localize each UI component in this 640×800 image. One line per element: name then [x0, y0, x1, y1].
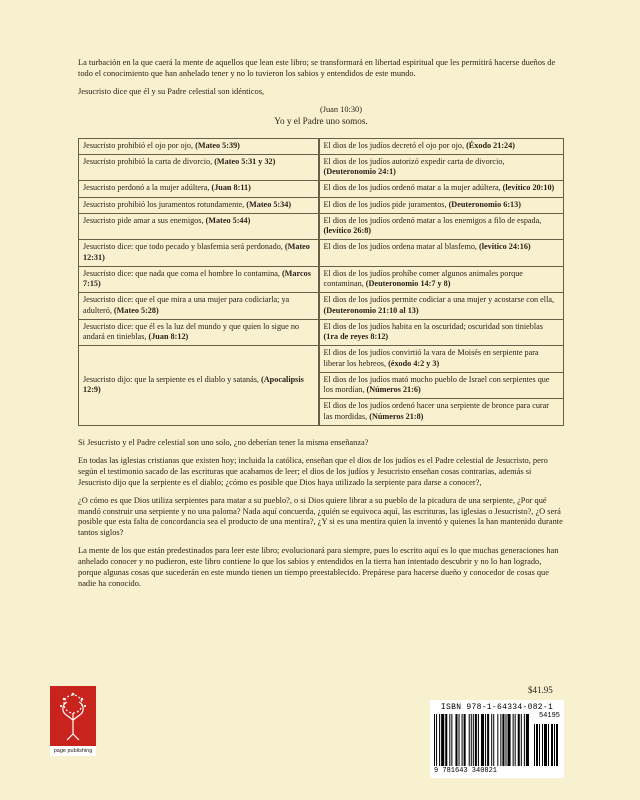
- tree-figure-icon: [53, 690, 93, 742]
- cell-text: Jesucristo dijo: que la serpiente es el diablo y satanás,: [83, 374, 262, 384]
- bible-reference: (Deuteronomio 6:13): [448, 199, 521, 209]
- barcode-bar: [554, 724, 555, 766]
- cell-text: Jesucristo dice: que él es la luz del mundo y que quien lo sigue no andará en tinieblas,: [83, 321, 300, 342]
- cell-text: El dios de los judíos permite codiciar a una mujer y acostarse con ella,: [323, 295, 555, 305]
- barcode-bar: [487, 714, 489, 766]
- cell-text: Jesucristo prohibió los juramentos rotundamente,: [83, 199, 247, 209]
- table-row: [79, 197, 564, 213]
- publisher-name: page publishing: [50, 746, 96, 756]
- jewish-god-teaching-cell: [319, 181, 564, 197]
- jesus-teaching-cell: [79, 266, 319, 293]
- cell-text: El dios de los judíos ordena matar al blasfemo,: [323, 242, 480, 252]
- jesus-teaching-cell: [79, 181, 319, 197]
- barcode-bar: [521, 714, 522, 766]
- barcode-bar: [485, 714, 486, 766]
- cell-text: El dios de los judíos ordenó matar a los enemigos a filo de espada,: [323, 215, 542, 225]
- jewish-god-teaching-cell: [319, 346, 564, 373]
- table-row: [79, 138, 564, 154]
- table-row: [79, 240, 564, 267]
- closing-paragraph: La mente de los que están predestinados para leer este libro; evolucionará para siempre, pues lo escrito aquí es lo que muchas generaciones han anhelado conocer y no pudieron, este libro contiene lo que los sabios y entendidos en la tierra han intentado descubrir y no lo han logrado, porque algunas cosas que sucederán en este mundo tienen un tiempo preestablecido. Prepárese para hacerse dueño y conocedor de cosas que nadie ha conocido.: [78, 546, 559, 589]
- cell-text: El dios de los judíos decretó el ojo por ojo,: [323, 140, 467, 150]
- barcode-bar: [464, 714, 466, 766]
- table-row: [79, 181, 564, 197]
- barcode-bar: [459, 714, 460, 766]
- cell-text: El dios de los judíos mató mucho pueblo de Israel con serpientes que los mordían,: [323, 374, 550, 395]
- barcode-bar: [536, 724, 538, 766]
- question-paragraph: Si Jesucristo y el Padre celestial son uno solo, ¿no deberían tener la misma enseñanza?: [78, 437, 369, 447]
- jewish-god-teaching-cell: [319, 197, 564, 213]
- isbn-text: ISBN 978-1-64334-082-1: [440, 703, 554, 712]
- bible-reference: (Números 21:6): [366, 385, 421, 395]
- barcode-bar: [548, 724, 549, 766]
- barcode-bar: [449, 714, 450, 766]
- jesus-teaching-cell: [79, 138, 319, 154]
- barcode-bar: [455, 714, 457, 766]
- jewish-god-teaching-cell: [319, 266, 564, 293]
- bible-reference: (Mateo 5:31 y 32): [214, 156, 276, 166]
- table-row: [79, 319, 564, 346]
- bible-reference: (Juan 8:12): [148, 332, 189, 342]
- table-row: [79, 346, 564, 373]
- barcode-bars: [434, 714, 560, 766]
- comparison-table: [78, 138, 564, 426]
- jewish-god-teaching-cell: [319, 213, 564, 240]
- jewish-god-teaching-cell: [319, 372, 564, 399]
- barcode-bar: [469, 714, 470, 766]
- table-row: [79, 213, 564, 240]
- barcode-bar: [508, 714, 511, 766]
- barcode-bar: [462, 714, 463, 766]
- barcode-bar: [515, 714, 516, 766]
- price: $41.95: [528, 685, 553, 695]
- barcode-bar: [439, 714, 440, 766]
- cell-text: Jesucristo perdonó a la mujer adúltera,: [83, 183, 212, 193]
- cell-text: El dios de los judíos prohíbe comer algunos animales porque contaminan,: [323, 268, 523, 289]
- barcode-bar: [539, 724, 540, 766]
- bible-reference: (Mateo 5:28): [113, 305, 159, 315]
- barcode-bar: [491, 714, 492, 766]
- jesus-teaching-cell: [79, 197, 319, 213]
- bible-reference: (Mateo 5:34): [246, 199, 292, 209]
- bible-reference: (Números 21:8): [369, 411, 424, 421]
- barcode-bar: [500, 714, 501, 766]
- cell-text: Jesucristo dice: que el que mira a una mujer para codiciarla; ya adulteró,: [83, 295, 290, 315]
- bible-reference: (levítico 24:16): [479, 242, 531, 252]
- barcode-bar: [478, 714, 479, 766]
- barcode-bar: [556, 724, 558, 766]
- barcode-bar: [513, 714, 514, 766]
- jesus-teaching-cell: [79, 154, 319, 181]
- jewish-god-teaching-cell: [319, 138, 564, 154]
- table-row: [79, 266, 564, 293]
- churches-paragraph: En todas las iglesias cristianas que existen hoy; incluida la católica, enseñan que el dios de los judíos es el Padre celestial de Jesucristo, pero según el testimonio sacado de las escrituras que acabamos de leer; el dios de los judíos y Jesucristo enseñan cosas contrarias, además si Jesucristo dijo que la serpiente es el diablo; ¿cómo es posible que Dios haya utilizado la serpiente para darse a conocer?,: [78, 455, 548, 487]
- cell-text: El dios de los judíos ordenó matar a la mujer adúltera,: [323, 183, 503, 193]
- barcode-bar: [493, 714, 494, 766]
- addon-number: 54195: [538, 712, 560, 720]
- bible-reference: (Marcos 7:15): [83, 268, 311, 289]
- barcode-bar: [502, 714, 504, 766]
- identity-paragraph: Jesucristo dice que él y su Padre celestial son idénticos,: [78, 86, 265, 96]
- barcode-bar: [526, 714, 529, 766]
- bible-reference: (levítico 26:8): [323, 226, 372, 236]
- jesus-teaching-cell: [79, 213, 319, 240]
- barcode-bar: [434, 714, 435, 766]
- bible-reference: (Mateo 5:44): [205, 215, 251, 225]
- cell-text: Jesucristo pide amar a sus enemigos,: [83, 215, 206, 225]
- barcode-bar: [471, 714, 472, 766]
- barcode-bar: [475, 714, 477, 766]
- barcode-bar: [534, 724, 535, 766]
- barcode-bar: [542, 724, 543, 766]
- jesus-teaching-cell: [79, 293, 319, 320]
- barcode-bar: [505, 714, 506, 766]
- intro-paragraph: La turbación en la que caerá la mente de aquellos que lean este libro; se transformará en libertad espiritual que les permitirá hacerse dueños de todo el conocimiento que han anhelado tener y no lo tuvieron los sabios y entendidos de este mundo.: [78, 58, 556, 78]
- bible-reference: (Mateo 5:39): [195, 140, 240, 150]
- jewish-god-teaching-cell: [319, 399, 564, 426]
- bible-reference: (Deuteronomio 21:10 al 13): [323, 305, 419, 315]
- quote-reference: (Juan 10:30): [319, 104, 363, 114]
- barcode-bar: [441, 714, 444, 766]
- jesus-teaching-cell: [79, 346, 319, 426]
- bible-reference: (éxodo 4:2 y 3): [388, 358, 440, 368]
- barcode-bar: [518, 714, 520, 766]
- addon-barcode-icon: [534, 724, 560, 766]
- bible-reference: (1ra de reyes 8:12): [323, 332, 389, 342]
- ean-barcode-icon: [434, 714, 531, 766]
- jewish-god-teaching-cell: [319, 319, 564, 346]
- bible-reference: (Mateo 12:31): [83, 242, 310, 262]
- jewish-god-teaching-cell: [319, 154, 564, 181]
- table-row: [79, 293, 564, 320]
- cell-text: Jesucristo prohibió el ojo por ojo,: [83, 140, 196, 150]
- cell-text: El dios de los judíos convirtió la vara de Moisés en serpiente para liberar los hebreos,: [323, 348, 539, 368]
- barcode-bar: [473, 714, 474, 766]
- serpent-paragraph: ¿O cómo es que Dios utiliza serpientes para matar a su pueblo?, o si Dios quiere librar a su pueblo de la picadura de una serpiente, ¿Por qué mandó construir una serpiente y no una paloma? Nada aquí concuerda, ¿quién se equivoca aquí, las escrituras, las iglesias o Jesucristo?, ¿O será posible que esta falta de concordancia sea el producto de una mentira?, ¿Y si es una mentira quien la inventó y quienes la han mantenido durante tantos siglos?: [78, 495, 563, 538]
- barcode-bar: [451, 714, 452, 766]
- quote-text: Yo y el Padre uno somos.: [274, 115, 368, 126]
- cell-text: El dios de los judíos autorizó expedir carta de divorcio,: [323, 156, 505, 166]
- cell-text: Jesucristo prohibió la carta de divorcio,: [83, 156, 215, 166]
- table-row: [79, 154, 564, 181]
- scripture-quote: [78, 105, 564, 128]
- barcode-bar: [436, 714, 437, 766]
- back-cover-text: [78, 58, 564, 597]
- barcode-bar: [497, 714, 498, 766]
- barcode-bar: [544, 724, 547, 766]
- bible-reference: (Deuteronomio 24:1): [323, 167, 396, 177]
- bible-reference: (Éxodo 21:24): [466, 140, 515, 150]
- barcode-bar: [445, 714, 447, 766]
- cell-text: El dios de los judíos ordenó hacer una serpiente de bronce para curar las mordidas,: [323, 401, 550, 421]
- cell-text: El dios de los judíos habita en la oscuridad; oscuridad son tinieblas: [323, 321, 543, 331]
- bible-reference: (levítico 20:10): [502, 183, 555, 193]
- bible-reference: (Juan 8:11): [211, 183, 251, 193]
- jewish-god-teaching-cell: [319, 240, 564, 267]
- cell-text: El dios de los judíos pide juramentos,: [323, 199, 449, 209]
- ean-number: 9 781643 340821: [434, 767, 498, 775]
- barcode-bar: [481, 714, 484, 766]
- jesus-teaching-cell: [79, 319, 319, 346]
- isbn-barcode: [430, 700, 564, 778]
- cell-text: Jesucristo dice: que todo pecado y blasfemia será perdonado,: [83, 242, 285, 252]
- bible-reference: (Deuteronomio 14:7 y 8): [365, 279, 451, 289]
- publisher-logo: [50, 686, 96, 756]
- bible-reference: (Apocalipsis 12:9): [83, 374, 304, 395]
- jesus-teaching-cell: [79, 240, 319, 267]
- barcode-bar: [551, 724, 553, 766]
- barcode-bar: [524, 714, 525, 766]
- cell-text: Jesucristo dice: que nada que coma el hombre lo contamina,: [83, 268, 282, 278]
- jewish-god-teaching-cell: [319, 293, 564, 320]
